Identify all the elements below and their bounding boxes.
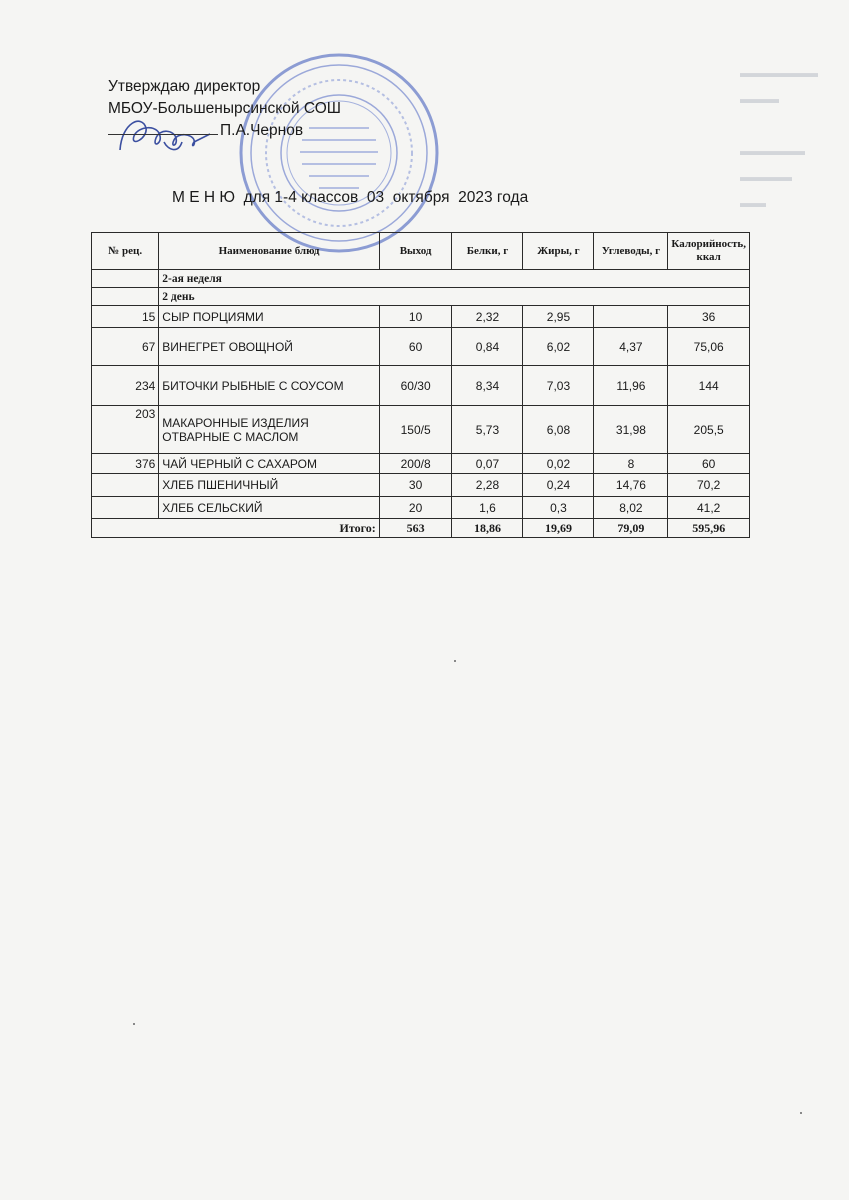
dish-name: МАКАРОННЫЕ ИЗДЕЛИЯ ОТВАРНЫЕ С МАСЛОМ xyxy=(159,406,379,454)
fats-value: 6,08 xyxy=(523,406,594,454)
speck xyxy=(133,1023,135,1025)
recipe-number: 234 xyxy=(92,366,159,406)
signature-line xyxy=(108,134,218,135)
table-row xyxy=(92,366,750,406)
proteins-value: 2,28 xyxy=(452,474,523,497)
proteins-value: 1,6 xyxy=(452,497,523,519)
table-row xyxy=(92,474,750,497)
total-fats: 19,69 xyxy=(523,519,594,538)
header-proteins: Белки, г xyxy=(452,233,523,270)
day-label: 2 день xyxy=(159,288,750,306)
header-fats: Жиры, г xyxy=(523,233,594,270)
portion-value: 20 xyxy=(379,497,452,519)
portion-value: 60/30 xyxy=(379,366,452,406)
dish-name: ХЛЕБ ПШЕНИЧНЫЙ xyxy=(159,474,379,497)
proteins-value: 0,84 xyxy=(452,328,523,366)
speck xyxy=(454,660,456,662)
portion-value: 60 xyxy=(379,328,452,366)
carbs-value: 8,02 xyxy=(594,497,668,519)
calories-value: 60 xyxy=(668,454,750,474)
carbs-value: 31,98 xyxy=(594,406,668,454)
dish-name: СЫР ПОРЦИЯМИ xyxy=(159,306,379,328)
total-proteins: 18,86 xyxy=(452,519,523,538)
week-label: 2-ая неделя xyxy=(159,270,750,288)
portion-value: 30 xyxy=(379,474,452,497)
week-row xyxy=(92,270,750,288)
table-row xyxy=(92,328,750,366)
dish-name: ЧАЙ ЧЕРНЫЙ С САХАРОМ xyxy=(159,454,379,474)
header-dish-name: Наименование блюд xyxy=(159,233,379,270)
total-calories: 595,96 xyxy=(668,519,750,538)
recipe-number: 376 xyxy=(92,454,159,474)
proteins-value: 0,07 xyxy=(452,454,523,474)
portion-value: 200/8 xyxy=(379,454,452,474)
header-carbs: Углеводы, г xyxy=(594,233,668,270)
calories-value: 75,06 xyxy=(668,328,750,366)
recipe-number xyxy=(92,497,159,519)
show-through-text: ▬▬▬▬▬▬ ▬▬▬ ▬▬▬▬▬ ▬▬▬▬ ▬▬ xyxy=(740,65,818,210)
fats-value: 7,03 xyxy=(523,366,594,406)
portion-value: 10 xyxy=(379,306,452,328)
dish-name: БИТОЧКИ РЫБНЫЕ С СОУСОМ xyxy=(159,366,379,406)
header-recipe-number: № рец. xyxy=(92,233,159,270)
calories-value: 205,5 xyxy=(668,406,750,454)
proteins-value: 5,73 xyxy=(452,406,523,454)
total-portion: 563 xyxy=(379,519,452,538)
header-portion: Выход xyxy=(379,233,452,270)
fats-value: 2,95 xyxy=(523,306,594,328)
approval-line: Утверждаю директор xyxy=(108,78,261,95)
fats-value: 0,24 xyxy=(523,474,594,497)
fats-value: 0,02 xyxy=(523,454,594,474)
recipe-number xyxy=(92,474,159,497)
approval-block xyxy=(108,76,341,142)
table-row xyxy=(92,454,750,474)
fats-value: 0,3 xyxy=(523,497,594,519)
dish-name: ХЛЕБ СЕЛЬСКИЙ xyxy=(159,497,379,519)
speck xyxy=(800,1112,802,1114)
total-row xyxy=(92,519,750,538)
table-row xyxy=(92,497,750,519)
dish-name: ВИНЕГРЕТ ОВОЩНОЙ xyxy=(159,328,379,366)
table-row xyxy=(92,306,750,328)
carbs-value: 8 xyxy=(594,454,668,474)
total-label: Итого: xyxy=(92,519,380,538)
proteins-value: 8,34 xyxy=(452,366,523,406)
total-carbs: 79,09 xyxy=(594,519,668,538)
signer-name: П.А.Чернов xyxy=(220,122,304,139)
portion-value: 150/5 xyxy=(379,406,452,454)
menu-title: М Е Н Ю для 1-4 классов 03 октября 2023 года xyxy=(172,189,529,206)
header-row xyxy=(92,233,750,270)
calories-value: 36 xyxy=(668,306,750,328)
carbs-value: 11,96 xyxy=(594,366,668,406)
table-row xyxy=(92,406,750,454)
carbs-value: 4,37 xyxy=(594,328,668,366)
recipe-number: 67 xyxy=(92,328,159,366)
carbs-value xyxy=(594,306,668,328)
carbs-value: 14,76 xyxy=(594,474,668,497)
school-name: МБОУ-Большенырсинской СОШ xyxy=(108,100,341,117)
fats-value: 6,02 xyxy=(523,328,594,366)
calories-value: 144 xyxy=(668,366,750,406)
recipe-number: 15 xyxy=(92,306,159,328)
menu-table xyxy=(91,232,750,538)
recipe-number: 203 xyxy=(92,406,159,454)
proteins-value: 2,32 xyxy=(452,306,523,328)
day-row xyxy=(92,288,750,306)
calories-value: 41,2 xyxy=(668,497,750,519)
header-calories: Калорийность, ккал xyxy=(668,233,750,270)
calories-value: 70,2 xyxy=(668,474,750,497)
